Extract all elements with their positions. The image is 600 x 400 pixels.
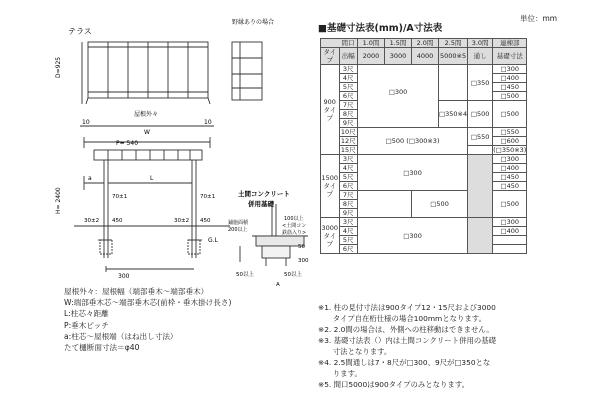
note-line: ※1. 柱の見付寸法は900タイプ12・15尺および3000 [318,303,496,312]
row-label: 7尺 [339,191,358,200]
note-line: ※2. 2.0間の場合は、外側への柱移動はできません。 [318,325,494,334]
legend-line: たて樋断面寸法＝φ40 [64,343,140,353]
note-line: タイプ自在桁仕様の場合100mmとなります。 [318,314,486,323]
dim-30-left: 30±2 [84,218,100,224]
link-value: □500 [493,101,527,128]
detail-dim-a: A [276,282,280,288]
detail-note-1: 100以上 [284,216,304,222]
a-label: a [88,175,92,182]
cell-500-b: □500 [468,101,493,128]
link-value: □600 [493,137,527,146]
gl-label: G.L [208,237,218,244]
link-value: □500 [493,92,527,101]
cell-500 [358,128,468,155]
dim-70-right: 70±1 [200,194,216,200]
link-value: (□350※3) [493,146,527,154]
foundation-table [320,38,527,254]
row-label: 8尺 [339,110,358,119]
row-label: 4尺 [339,164,358,173]
link-value: □300 [493,155,527,164]
row-label: 5尺 [339,236,358,245]
cell-300: □300 [358,155,468,191]
row-label: 3尺 [339,155,358,164]
col-header: 2000 [358,48,385,65]
dim-30-right: 30±2 [174,218,190,224]
cell-300: □300 [358,65,439,119]
link-value: □400 [493,164,527,173]
link-value: □400 [493,74,527,83]
row-label: 5尺 [339,83,358,92]
link-value: □300 [493,218,527,227]
terrace-drawing [0,0,318,290]
h-dim: H= 2400 [55,187,62,214]
corner-bottom-left: タイプ [321,48,340,65]
plan-view [82,42,210,104]
col-header: 5000※5 [439,48,468,65]
cell-500-note: (□300※3) [406,137,440,145]
col-header: 通し [468,48,493,65]
type-900: 900 タイプ [321,65,340,155]
notes [318,302,596,390]
detail-dim-50-1: 50以上 [236,272,254,278]
detail-dim-50-2: 50以上 [284,272,302,278]
legend-line: a:柱芯～屋根端（はね出し寸法） [64,331,178,341]
legend-line: 屋根外々：屋根幅（端部垂木～端部垂木） [64,287,209,296]
type-3000: 3000 タイプ [321,218,340,254]
l-label: L [150,175,154,182]
link-value: □450 [493,173,527,182]
note-line: ※5. 間口5000は900タイプのみとなります。 [318,380,470,389]
row-label: 9尺 [339,119,358,128]
p-label: P= 540 [116,140,139,147]
detail-note-2: <土間コン [282,223,307,229]
snow-side-plan [232,42,262,100]
note-line: ※3. 基礎寸法表（）内は土間コンクリート併用の基礎 [318,336,497,345]
link-value: □300 [493,65,527,74]
terrace-label: テラス [68,27,92,36]
link-value: □450 [493,182,527,191]
link-value: □550 [493,128,527,137]
type-1500: 1500 タイプ [321,155,340,218]
legend [64,286,231,353]
roof-width-label: 屋根外々 [134,111,159,118]
w-label: W [144,129,150,136]
legend-line: W:端部垂木芯～端部垂木芯(前枠・垂木掛け長さ) [64,298,232,308]
col-header: 3.0間 [468,39,493,48]
col-header: 4000 [412,48,439,65]
table-title: ■基礎寸法表(mm)/A寸法表 [318,23,443,34]
dim-450-left: 450 [112,218,123,224]
col-header: 2.5間 [439,39,468,48]
col-header: 3000 [385,48,412,65]
cell-500-value: □500 [385,137,405,145]
row-label: 9尺 [339,209,358,218]
row-label: 4尺 [339,74,358,83]
col-header: 1.5間 [385,39,412,48]
corner-top: 間口 [339,39,358,48]
col-header: 2.0間 [412,39,439,48]
cell-550 [468,128,493,146]
dim-10-left: 10 [82,119,90,126]
row-label: 7尺 [339,101,358,110]
row-label: 3尺 [339,65,358,74]
col-header: 基礎寸法 [493,48,527,65]
dim-450-right: 450 [200,218,211,224]
dim-10-right: 10 [204,119,212,126]
detail-dim-300-v: 300 [298,258,309,264]
detail-note-3: 鉄筋入り> [282,230,307,236]
detail-left-2: 200以上 [228,227,248,233]
row-label: 10尺 [340,128,356,136]
row-label: 6尺 [339,182,358,191]
col-header: 連棟部 [493,39,527,48]
detail-dim-50-v: 50 [298,244,305,250]
row-label: 3尺 [339,218,358,227]
note-line: 寸法となります。 [318,347,392,356]
dim-70-left: 70±1 [112,194,128,200]
row-label: 6尺 [339,92,358,101]
note-line: ※4. 2.5間通しは7・8尺が□300、9尺が□350とな [318,358,491,367]
d-dim: D=925 [55,56,62,78]
detail-title-2: 併用基礎 [248,200,274,208]
link-value: □400 [493,227,527,236]
row-label: 4尺 [339,227,358,236]
cell-500-c: □500 [412,191,468,218]
row-label: 8尺 [339,200,358,209]
col-header: 1.0間 [358,39,385,48]
row-label: 15尺 [340,146,356,154]
snow-note: 野縁ありの場合 [232,19,275,26]
cell-550-value: □550 [470,132,490,141]
dim-300: 300 [118,273,130,280]
cell-350: □350 [468,65,493,101]
corner-bottom-right: 出幅 [339,48,358,65]
row-label: 6尺 [339,245,358,254]
link-value: □500 [493,191,527,218]
cell-350-note4: □350※4 [439,101,468,128]
detail-left-1: 鋪施面積 [228,220,249,226]
cell-300: □300 [358,218,468,254]
row-label: 5尺 [339,173,358,182]
detail-title-1: 土間コンクリート [238,190,290,198]
legend-line: P:垂木ピッチ [64,320,109,330]
note-line: ります。 [318,369,362,378]
row-label: 12尺 [340,137,356,145]
link-value: □450 [493,83,527,92]
unit-label: 単位：mm [520,14,558,23]
legend-line: L:柱芯々距離 [64,309,109,319]
